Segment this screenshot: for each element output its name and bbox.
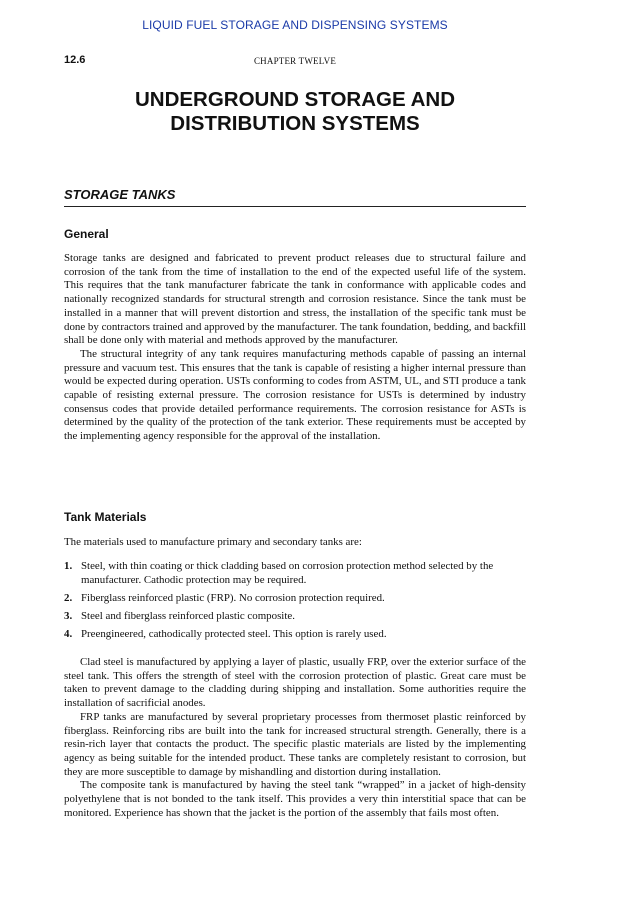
- materials-body: [64, 656, 526, 820]
- paragraph: Clad steel is manufactured by applying a layer of plastic, usually FRP, over the exterior surface of the steel tank. This offers the strength of steel with the corrosion protection of plastic. Great care must be taken to prevent damage to the cladding during shipping and installation. Some authorities require the installation of sacrificial anodes.: [64, 656, 526, 710]
- chapter-title-line-2: DISTRIBUTION SYSTEMS: [170, 112, 420, 135]
- paragraph: FRP tanks are manufactured by several proprietary processes from thermoset plastic reinforced by fiberglass. Reinforcing ribs are built into the tank for increased structural strength. Generally, there is a resin-rich layer that contacts the product. The specific plastic materials are listed by the implementing agency as being suitable for the intended product. These tanks are completely resistant to corrosion, but they are more susceptible to damage by mishandling and distortion during installation.: [64, 710, 526, 778]
- materials-list: [64, 560, 526, 647]
- list-item-number: 2.: [64, 591, 73, 604]
- chapter-title-line-1: UNDERGROUND STORAGE AND: [134, 88, 456, 111]
- subheading-general: General: [64, 227, 109, 241]
- list-item-text: Preengineered, cathodically protected steel. This option is rarely used.: [81, 628, 387, 641]
- general-body: [64, 252, 526, 444]
- paragraph: The materials used to manufacture primary and secondary tanks are:: [64, 536, 362, 548]
- list-item-number: 4.: [64, 628, 73, 641]
- running-header: LIQUID FUEL STORAGE AND DISPENSING SYSTEMS: [142, 18, 448, 32]
- list-item-text: Steel and fiberglass reinforced plastic composite.: [81, 610, 295, 623]
- list-item: [64, 610, 526, 624]
- paragraph: The structural integrity of any tank requires manufacturing methods capable of passing an internal pressure and vacuum test. This ensures that the tank is capable of resisting a higher internal pressure than would be expected during operation. USTs conforming to codes from ASTM, UL, and STI produce a tank capable of resisting external pressure. The corrosion resistance for USTs is determined by industry consensus codes that provide detailed performance requirements. The corrosion resistance for ASTs is determined by the quality of the protection of the tank exterior. These requirements must be accepted by the implementing agency responsible for the approval of the installation.: [64, 347, 526, 443]
- paragraph: Storage tanks are designed and fabricated to prevent product releases due to structural failure and corrosion of the tank from the time of installation to the end of the expected useful life of the system. This requires that the tank manufacturer fabricate the tank in conformance with applicable codes and nationally recognized standards for structural strength and corrosion resistance. Since the tank must be installed in a manner that will prevent distortion and stress, the installation of the specific tank must be done by contractors trained and approved by the manufacturer. The tank foundation, bedding, and backfill shall be done only with material and methods approved by the manufacturer.: [64, 252, 526, 347]
- list-item-number: 1.: [64, 560, 73, 572]
- page-number: 12.6: [64, 54, 86, 66]
- list-item-number: 3.: [64, 610, 73, 623]
- chapter-label: CHAPTER TWELVE: [253, 56, 337, 66]
- list-item: [64, 560, 526, 587]
- list-item-text: Fiberglass reinforced plastic (FRP). No corrosion protection required.: [81, 591, 385, 604]
- list-item: [64, 628, 526, 642]
- materials-intro: [64, 536, 526, 550]
- section-divider: [64, 206, 526, 207]
- subheading-tank-materials: Tank Materials: [64, 510, 147, 524]
- paragraph: The composite tank is manufactured by having the steel tank “wrapped” in a jacket of high-density polyethylene that is not bonded to the tank itself. This provides a very thin interstitial space that can be monitored. Experience has shown that the jacket is the portion of the assembly that fails most often.: [64, 779, 526, 819]
- list-item: [64, 592, 526, 606]
- list-item-text: Steel, with thin coating or thick cladding based on corrosion protection method selected by the manufacturer. Cathodic protection may be required.: [81, 560, 494, 586]
- chapter-title: [0, 88, 590, 136]
- section-heading: STORAGE TANKS: [64, 187, 176, 202]
